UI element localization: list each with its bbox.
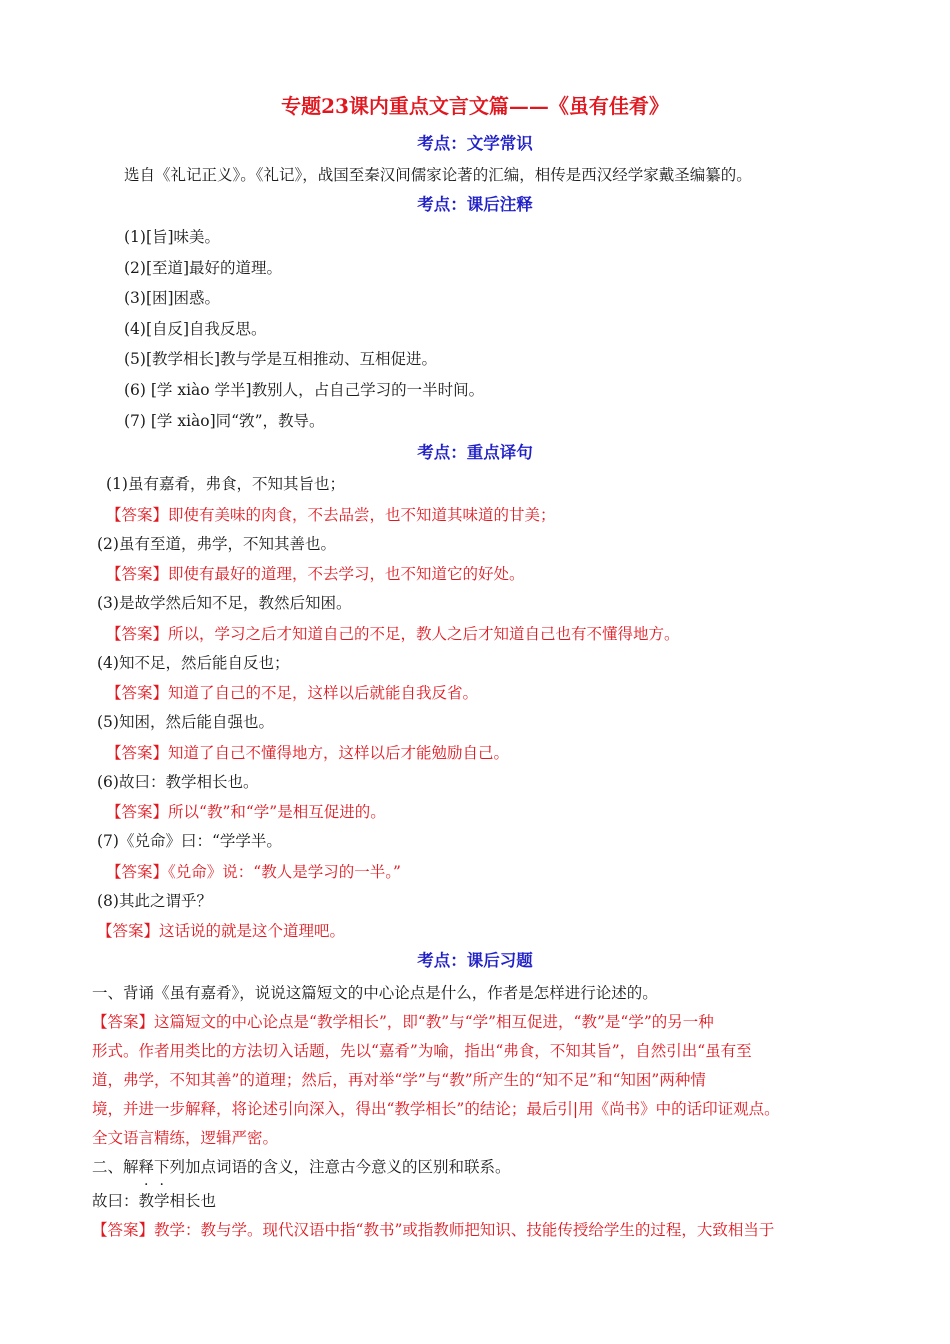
section-heading-zhushi: 考点：课后注释 (417, 195, 533, 214)
sentence-question: (8)其此之谓乎？ (97, 892, 212, 910)
sentence-question: (1)虽有嘉肴，弗食，不知其旨也； (106, 475, 345, 493)
exercise-question-1: 一、背诵《虽有嘉肴》，说说这篇短文的中心论点是什么，作者是怎样进行论述的。 (92, 984, 658, 1002)
page-title: 专题23课内重点文言文篇——《虽有佳肴》 (281, 94, 669, 118)
sentence-answer: 【答案】所以“教”和“学”是相互促进的。 (106, 803, 386, 821)
exercise-answer-line: 【答案】这篇短文的中心论点是“教学相长”，即“教”与“学”相互促进，“教”是“学”的另一种 (92, 1013, 714, 1031)
sentence-answer: 【答案】即使有美味的肉食，不去品尝，也不知道其味道的甘美； (106, 506, 556, 524)
exercise-answer-line: 全文语言精练，逻辑严密。 (92, 1129, 279, 1147)
sentence-question: (6)故曰：教学相长也。 (97, 773, 259, 791)
answer-label: 【答案】 (106, 625, 169, 643)
answer-label: 【答案】 (92, 1221, 155, 1239)
sentence-question: (2)虽有至道，弗学，不知其善也。 (97, 535, 336, 553)
exercise-answer-line: 境，并进一步解释，将论述引向深入，得出“教学相长”的结论；最后引|用《尚书》中的话印证观点。 (92, 1100, 780, 1118)
section-heading-yiju: 考点：重点译句 (417, 443, 533, 462)
sentence-answer: 【答案】所以，学习之后才知道自己的不足，教人之后才知道自己也有不懂得地方。 (106, 625, 680, 643)
section-heading-xiti: 考点：课后习题 (417, 951, 533, 970)
section-heading-wenxue: 考点：文学常识 (417, 134, 533, 153)
answer-label: 【答案】 (92, 1013, 155, 1031)
note-item: (2)[至道]最好的道理。 (124, 259, 283, 277)
answer-label: 【答案】 (106, 803, 169, 821)
note-item: (3)[困]困惑。 (124, 289, 221, 307)
sentence-question: (4)知不足，然后能自反也； (97, 654, 290, 672)
note-item: (1)[旨]味美。 (124, 228, 221, 246)
note-item: (6) [学 xiào 学半]教别人，占自己学习的一半时间。 (124, 381, 485, 399)
answer-label: 【答案】 (106, 684, 169, 702)
wenxue-text: 选自《礼记正义》。《礼记》，战国至秦汉间儒家论著的汇编，相传是西汉经学家戴圣编纂的。 (124, 166, 752, 184)
sentence-question: (5)知困，然后能自强也。 (97, 713, 274, 731)
sentence-answer: 【答案】知道了自己不懂得地方，这样以后才能勉励自己。 (106, 744, 510, 762)
sentence-question: (3)是故学然后知不足，教然后知困。 (97, 594, 352, 612)
note-item: (5)[教学相长]教与学是互相推动、互相促进。 (124, 350, 438, 368)
exercise-answer-line: 道，弗学，不知其善”的道理；然后，再对举“学”与“教”所产生的“知不足”和“知困”两种情 (92, 1071, 706, 1089)
note-item: (4)[自反]自我反思。 (124, 320, 267, 338)
sentence-answer: 【答案】即使有最好的道理，不去学习，也不知道它的好处。 (106, 565, 525, 583)
exercise-answer-line: 【答案】教学：教与学。现代汉语中指“教书”或指教师把知识、技能传授给学生的过程，大致相当于 (92, 1221, 775, 1239)
dotted-char: 学 (154, 1192, 170, 1210)
sentence-answer: 【答案】这话说的就是这个道理吧。 (97, 922, 346, 940)
exercise-answer-line: 形式。作者用类比的方法切入话题，先以“嘉肴”为喻，指出“弗食，不知其旨”，自然引出“虽有至 (92, 1042, 752, 1060)
sentence-answer: 【答案】《兑命》说：“教人是学习的一半。” (106, 863, 401, 881)
answer-label: 【答案】 (106, 863, 169, 881)
answer-label: 【答案】 (106, 506, 169, 524)
answer-label: 【答案】 (97, 922, 160, 940)
sentence-answer: 【答案】知道了自己的不足，这样以后就能自我反省。 (106, 684, 479, 702)
answer-label: 【答案】 (106, 744, 169, 762)
exercise-question-2: 二、解释下列加点词语的含义，注意古今意义的区别和联系。 (92, 1158, 511, 1176)
answer-label: 【答案】 (106, 565, 169, 583)
exercise-example: 故曰：教学相长也 (92, 1192, 217, 1210)
note-item: (7) [学 xiào]同“敩”，教导。 (124, 412, 325, 430)
dotted-char: 教 (138, 1192, 155, 1210)
sentence-question: (7)《兑命》曰：“学学半。 (97, 832, 282, 850)
